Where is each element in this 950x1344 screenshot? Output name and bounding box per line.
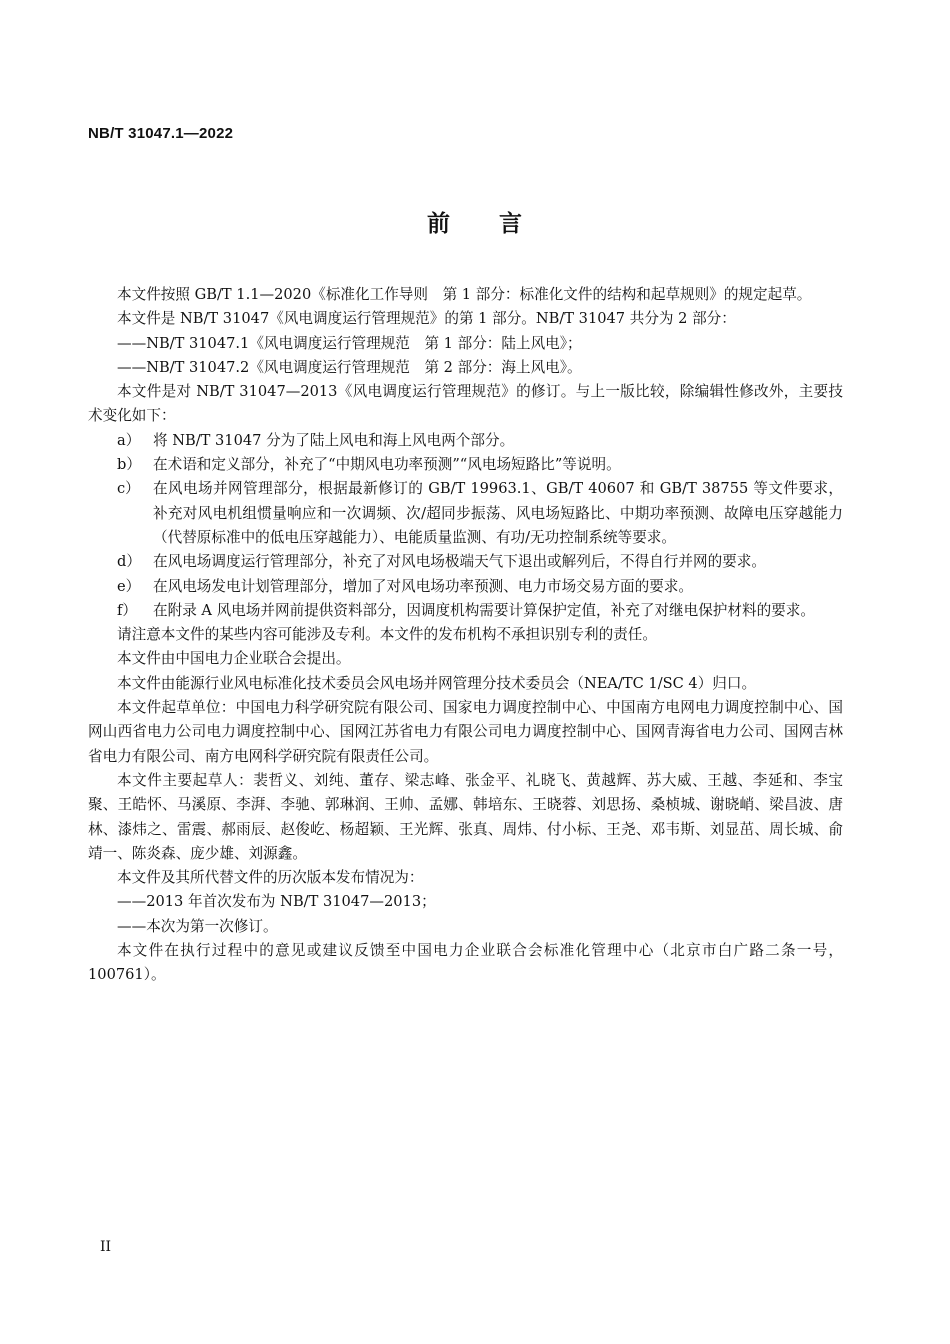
- list-item-label: f）: [117, 601, 137, 619]
- dash-item: ——2013 年首次发布为 NB/T 31047—2013；: [117, 893, 436, 911]
- foreword-body: [88, 283, 843, 988]
- list-item-text: 在附录 A 风电场并网前提供资料部分，因调度机构需要计算保护定值，补充了对继电保护材料的要求。: [153, 601, 815, 619]
- list-item: [88, 429, 843, 453]
- list-item-label: e）: [117, 577, 141, 595]
- page-title: [0, 205, 950, 238]
- paragraph: 本文件由中国电力企业联合会提出。: [117, 650, 351, 668]
- paragraph: 本文件起草单位：中国电力科学研究院有限公司、国家电力调度控制中心、中国南方电网电力调度控制中心、国网山西省电力公司电力调度控制中心、国网江苏省电力有限公司电力调度控制中心、国网青海省电力公司、国网吉林省电力有限公司、南方电网科学研究院有限责任公司。: [88, 699, 843, 765]
- list-item-label: d）: [117, 553, 141, 571]
- paragraph: 本文件在执行过程中的意见或建议反馈至中国电力企业联合会标准化管理中心（北京市白广路二条一号，100761）。: [88, 942, 843, 984]
- paragraph: 本文件按照 GB/T 1.1—2020《标准化工作导则 第 1 部分：标准化文件的结构和起草规则》的规定起草。: [117, 286, 812, 303]
- list-item: [88, 550, 843, 574]
- paragraph: 本文件由能源行业风电标准化技术委员会风电场并网管理分技术委员会（NEA/TC 1/SC 4）归口。: [117, 674, 757, 692]
- dash-item: ——本次为第一次修订。: [117, 917, 278, 935]
- document-code: NB/T 31047.1—2022: [88, 125, 234, 142]
- list-item-text: 在风电场发电计划管理部分，增加了对风电场功率预测、电力市场交易方面的要求。: [153, 577, 693, 595]
- dash-item: ——NB/T 31047.2《风电调度运行管理规范 第 2 部分：海上风电》。: [117, 358, 582, 376]
- paragraph: 本文件主要起草人：裴哲义、刘纯、董存、梁志峰、张金平、礼晓飞、黄越辉、苏大威、王越、李延和、李宝聚、王皓怀、马溪原、李湃、李驰、郭琳润、王帅、孟娜、韩培东、王晓蓉、刘思扬、桑桢城、谢晓峭、梁昌波、唐林、漆炜之、雷震、郝雨辰、赵俊屹、杨超颖、王光辉、张真、周炜、付小标、王尧、邓韦斯、刘显茁、周长城、俞靖一、陈炎森、庞少雄、刘源鑫。: [88, 771, 843, 862]
- list-item: [88, 477, 843, 550]
- list-item: [88, 453, 843, 477]
- list-item-text: 将 NB/T 31047 分为了陆上风电和海上风电两个部分。: [153, 431, 515, 449]
- list-item: [88, 575, 843, 599]
- paragraph: 请注意本文件的某些内容可能涉及专利。本文件的发布机构不承担识别专利的责任。: [117, 626, 657, 644]
- paragraph: 本文件是对 NB/T 31047—2013《风电调度运行管理规范》的修订。与上一版比较，除编辑性修改外，主要技术变化如下：: [88, 383, 843, 425]
- list-item-text: 在术语和定义部分，补充了“中期风电功率预测”“风电场短路比”等说明。: [153, 456, 621, 474]
- paragraph: 本文件及其所代替文件的历次版本发布情况为：: [117, 869, 424, 887]
- paragraph: 本文件是 NB/T 31047《风电调度运行管理规范》的第 1 部分。NB/T 31047 共分为 2 部分：: [117, 310, 736, 328]
- list-item: [88, 599, 843, 623]
- list-item-label: b）: [117, 456, 141, 474]
- list-item-label: c）: [117, 480, 140, 498]
- title-char-1: 前: [427, 210, 451, 237]
- list-item-text: 在风电场调度运行管理部分，补充了对风电场极端天气下退出或解列后，不得自行并网的要求。: [153, 553, 766, 571]
- title-char-2: 言: [499, 210, 523, 237]
- list-item-label: a）: [117, 431, 141, 449]
- dash-item: ——NB/T 31047.1《风电调度运行管理规范 第 1 部分：陆上风电》；: [117, 334, 582, 352]
- page-number: II: [100, 1239, 112, 1255]
- list-item-text: 在风电场并网管理部分，根据最新修订的 GB/T 19963.1、GB/T 40607 和 GB/T 38755 等文件要求，补充对风电机组惯量响应和一次调频、次/超同步振荡、风电场短路比、中期功率预测、故障电压穿越能力（代替原标准中的低电压穿越能力）、电能质量监测、有功/无功控制系统等要求。: [153, 480, 843, 546]
